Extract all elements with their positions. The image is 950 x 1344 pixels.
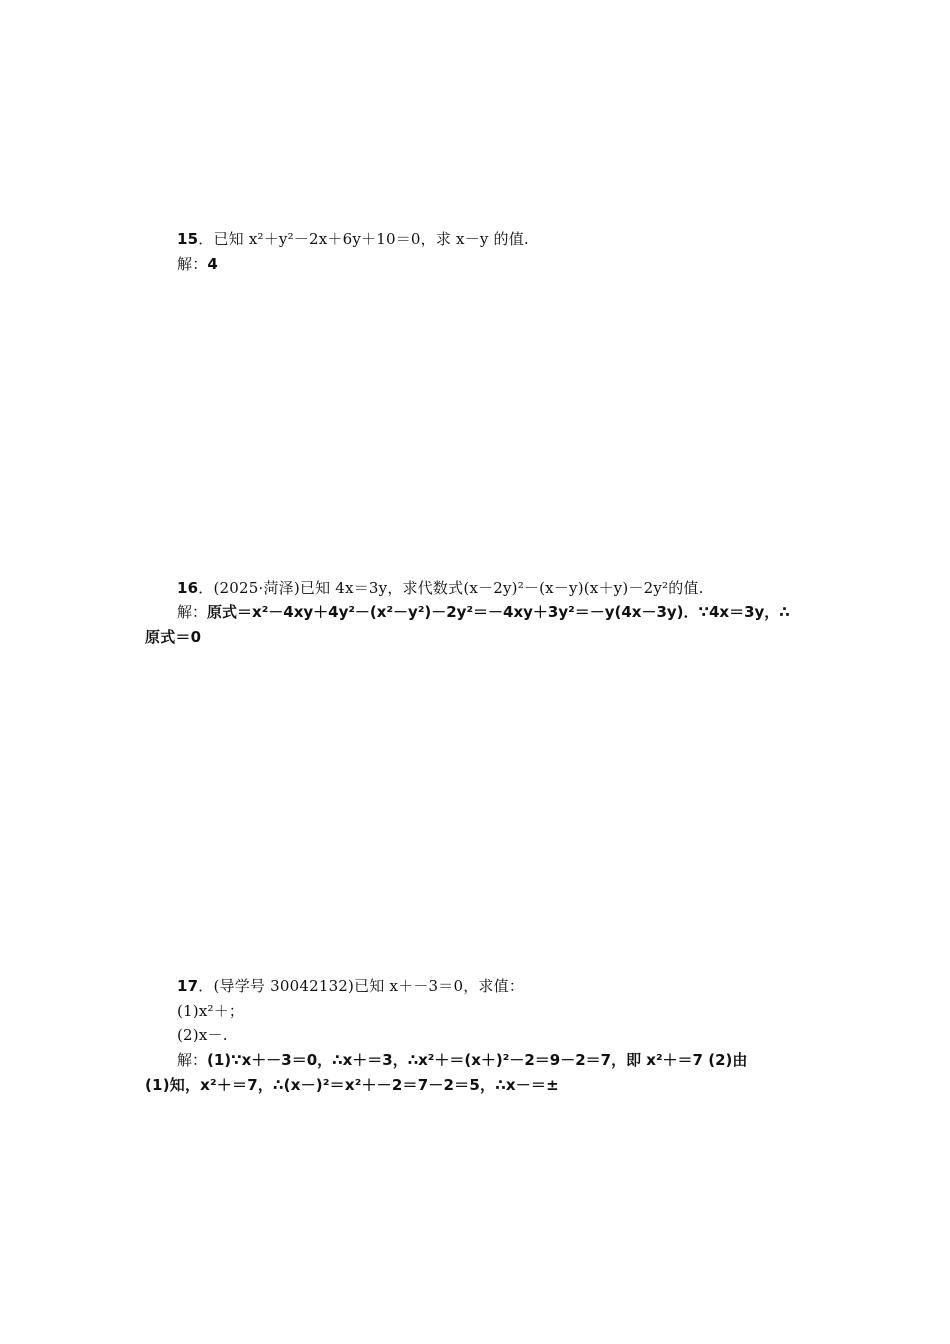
problem-16-solution-line-1 (177, 602, 790, 622)
problem-15-answer: 4 (207, 255, 219, 273)
problem-16-solution-label: 解： (177, 603, 208, 621)
problem-17-solution-label: 解： (177, 1051, 208, 1069)
problem-15-question (177, 229, 529, 249)
problem-17-subquestion-1: (1)x²＋； (177, 1002, 245, 1020)
problem-17-solution-line-1 (177, 1050, 747, 1070)
problem-16-question (177, 578, 704, 598)
problem-16-text: ．(2025·菏泽)已知 4x＝3y，求代数式(x－2y)²－(x－y)(x＋y)－2y²的值. (198, 579, 704, 597)
problem-17-subquestion-2: (2)x－. (177, 1026, 228, 1044)
problem-15-text: ．已知 x²＋y²－2x＋6y＋10＝0，求 x－y 的值. (198, 230, 529, 248)
problem-17-text: ．(导学号 30042132)已知 x＋－3＝0，求值： (198, 977, 525, 995)
problem-17-solution-line-2 (145, 1075, 559, 1095)
problem-15-solution-label: 解： (177, 255, 208, 273)
problem-17-number: 17 (177, 977, 199, 995)
problem-15-number: 15 (177, 230, 199, 248)
problem-17-solution-text-2: (1)知，x²＋＝7，∴(x－)²＝x²＋－2＝7－2＝5，∴x－＝± (145, 1076, 559, 1094)
problem-16-number: 16 (177, 579, 199, 597)
problem-16-solution-text-1: 原式＝x²－4xy＋4y²－(x²－y²)－2y²＝－4xy＋3y²＝－y(4x－3y)．∵4x＝3y，∴ (207, 603, 790, 621)
problem-15-solution (177, 254, 218, 274)
problem-16-solution-line-2 (145, 627, 201, 647)
problem-17-question (177, 976, 524, 996)
problem-17-solution-text-1: (1)∵x＋－3＝0，∴x＋＝3，∴x²＋＝(x＋)²－2＝9－2＝7，即 x²＋＝7 (2)由 (207, 1051, 748, 1069)
problem-16-solution-text-2: 原式＝0 (145, 628, 202, 646)
